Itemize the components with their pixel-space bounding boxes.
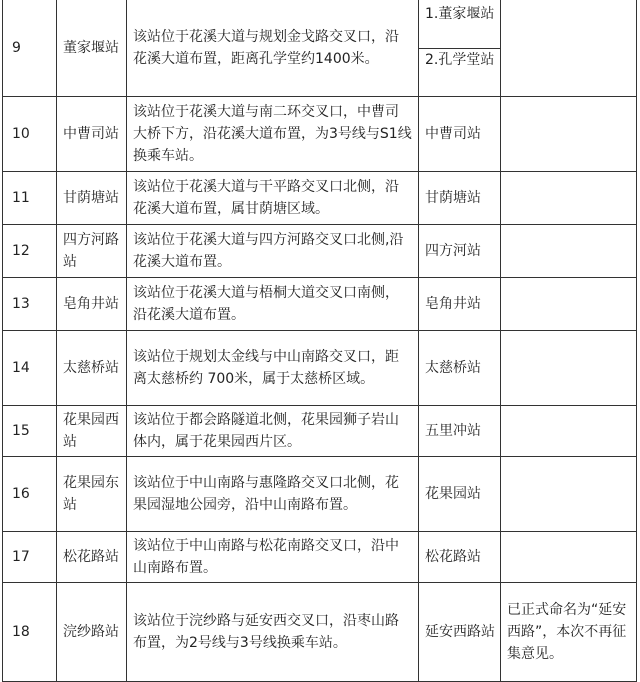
- station-description: 该站位于中山南路与松花南路交叉口，沿中山南路布置。: [127, 532, 419, 583]
- row-number: 12: [3, 225, 57, 278]
- row-number: 14: [3, 331, 57, 406]
- note-cell: [501, 278, 637, 331]
- station-name: 松花路站: [57, 532, 127, 583]
- station-description: 该站位于都会路隧道北侧，花果园狮子岩山体内，属于花果园西片区。: [127, 406, 419, 457]
- note-cell: [501, 406, 637, 457]
- station-description: 该站位于花溪大道与四方河路交叉口北侧,沿花溪大道布置。: [127, 225, 419, 278]
- row-number: 13: [3, 278, 57, 331]
- table-row: [3, 278, 637, 331]
- table-row: [3, 97, 637, 172]
- table-row: [3, 225, 637, 278]
- row-number: 17: [3, 532, 57, 583]
- proposed-name: 延安西路站: [419, 583, 501, 682]
- note-cell: [501, 331, 637, 406]
- station-name: 花果园西站: [57, 406, 127, 457]
- table-row: [3, 0, 637, 97]
- row-number: 11: [3, 172, 57, 225]
- station-naming-table: [2, 0, 637, 682]
- proposed-name: 太慈桥站: [419, 331, 501, 406]
- table-row: [3, 406, 637, 457]
- table-row: [3, 457, 637, 532]
- proposed-name: 五里冲站: [419, 406, 501, 457]
- proposed-names-cell: [419, 0, 501, 97]
- note-cell: 已正式命名为“延安西路”，本次不再征集意见。: [501, 583, 637, 682]
- station-name: 董家堰站: [57, 0, 127, 97]
- note-cell: [501, 225, 637, 278]
- proposed-name-option: 2.孔学堂站: [425, 51, 495, 68]
- station-description: 该站位于花溪大道与梧桐大道交叉口南侧，沿花溪大道布置。: [127, 278, 419, 331]
- proposed-name: 松花路站: [419, 532, 501, 583]
- note-cell: [501, 0, 637, 97]
- station-name: 中曹司站: [57, 97, 127, 172]
- station-description: 该站位于花溪大道与干平路交叉口北侧，沿花溪大道布置，属甘荫塘区域。: [127, 172, 419, 225]
- note-cell: [501, 97, 637, 172]
- proposed-name: 甘荫塘站: [419, 172, 501, 225]
- table-row: [3, 583, 637, 682]
- proposed-name-option: 1.董家堰站: [419, 3, 500, 49]
- proposed-name: 中曹司站: [419, 97, 501, 172]
- station-name: 皂角井站: [57, 278, 127, 331]
- station-name: 花果园东站: [57, 457, 127, 532]
- station-description: 该站位于浣纱路与延安西交叉口，沿枣山路布置，为2号线与3号线换乘车站。: [127, 583, 419, 682]
- proposed-name: 花果园站: [419, 457, 501, 532]
- row-number: 10: [3, 97, 57, 172]
- station-description: 该站位于规划太金线与中山南路交叉口，距离太慈桥约 700米，属于太慈桥区域。: [127, 331, 419, 406]
- station-description: 该站位于花溪大道与南二环交叉口，中曹司大桥下方，沿花溪大道布置，为3号线与S1线换乘车站。: [127, 97, 419, 172]
- station-name: 甘荫塘站: [57, 172, 127, 225]
- note-cell: [501, 457, 637, 532]
- row-number: 15: [3, 406, 57, 457]
- station-name: 四方河路站: [57, 225, 127, 278]
- station-description: 该站位于花溪大道与规划金戈路交叉口，沿花溪大道布置，距离孔学堂约1400米。: [127, 0, 419, 97]
- table-row: [3, 532, 637, 583]
- note-cell: [501, 532, 637, 583]
- row-number: 18: [3, 583, 57, 682]
- station-name: 太慈桥站: [57, 331, 127, 406]
- table-row: [3, 172, 637, 225]
- station-name: 浣纱路站: [57, 583, 127, 682]
- note-cell: [501, 172, 637, 225]
- row-number: 16: [3, 457, 57, 532]
- row-number: 9: [3, 0, 57, 97]
- proposed-name: 皂角井站: [419, 278, 501, 331]
- table-row: [3, 331, 637, 406]
- station-description: 该站位于中山南路与惠隆路交叉口北侧，花果园湿地公园旁，沿中山南路布置。: [127, 457, 419, 532]
- proposed-name: 四方河站: [419, 225, 501, 278]
